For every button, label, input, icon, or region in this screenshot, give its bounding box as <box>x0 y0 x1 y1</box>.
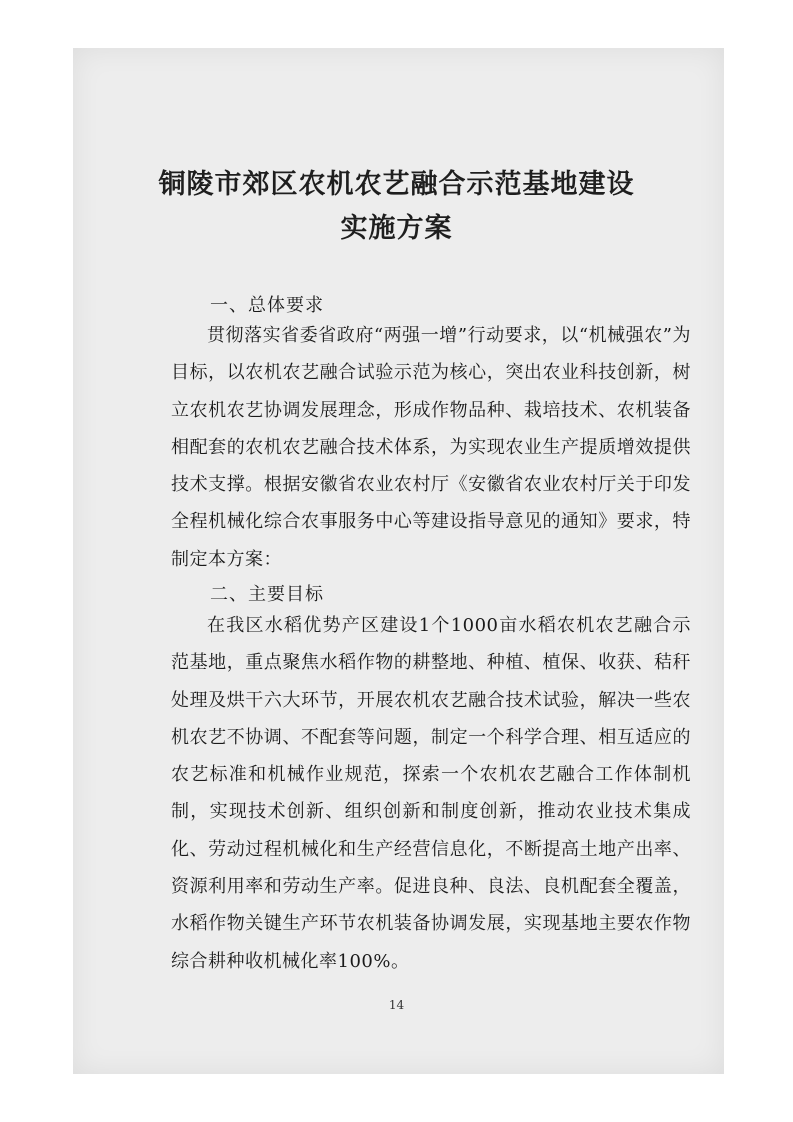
document-title-line-2: 实施方案 <box>340 213 453 244</box>
section-paragraph-general-requirements: 贯彻落实省委省政府“两强一增”行动要求，以“机械强农”为目标，以农机农艺融合试验示范为核心，突出农业科技创新，树立农机农艺协调发展理念，形成作物品种、栽培技术、农机装备相配套的农机农艺融合技术体系，为实现农业生产提质增效提供技术支撑。根据安徽省农业农村厅《安徽省农业农村厅关于印发全程机械化综合农事服务中心等建设指导意见的通知》要求，特制定本方案： <box>171 325 691 570</box>
section-heading-general-requirements: 一、总体要求 <box>210 295 324 316</box>
page-number: 14 <box>388 998 405 1012</box>
document-title-line-1: 铜陵市郊区农机农艺融合示范基地建设 <box>158 169 635 200</box>
section-paragraph-main-goals: 在我区水稻优势产区建设1个1000亩水稻农机农艺融合示范基地，重点聚焦水稻作物的耕整地、种植、植保、收获、秸秆处理及烘干六大环节，开展农机农艺融合技术试验，解决一些农机农艺不协调、不配套等问题，制定一个科学合理、相互适应的农艺标准和机械作业规范，探索一个农机农艺融合工作体制机制，实现技术创新、组织创新和制度创新，推动农业技术集成化、劳动过程机械化和生产经营信息化，不断提高土地产出率、资源利用率和劳动生产率。促进良种、良法、良机配套全覆盖，水稻作物关键生产环节农机装备协调发展，实现基地主要农作物综合耕种收机械化率100%。 <box>171 615 691 972</box>
section-heading-main-goals: 二、主要目标 <box>210 584 324 605</box>
